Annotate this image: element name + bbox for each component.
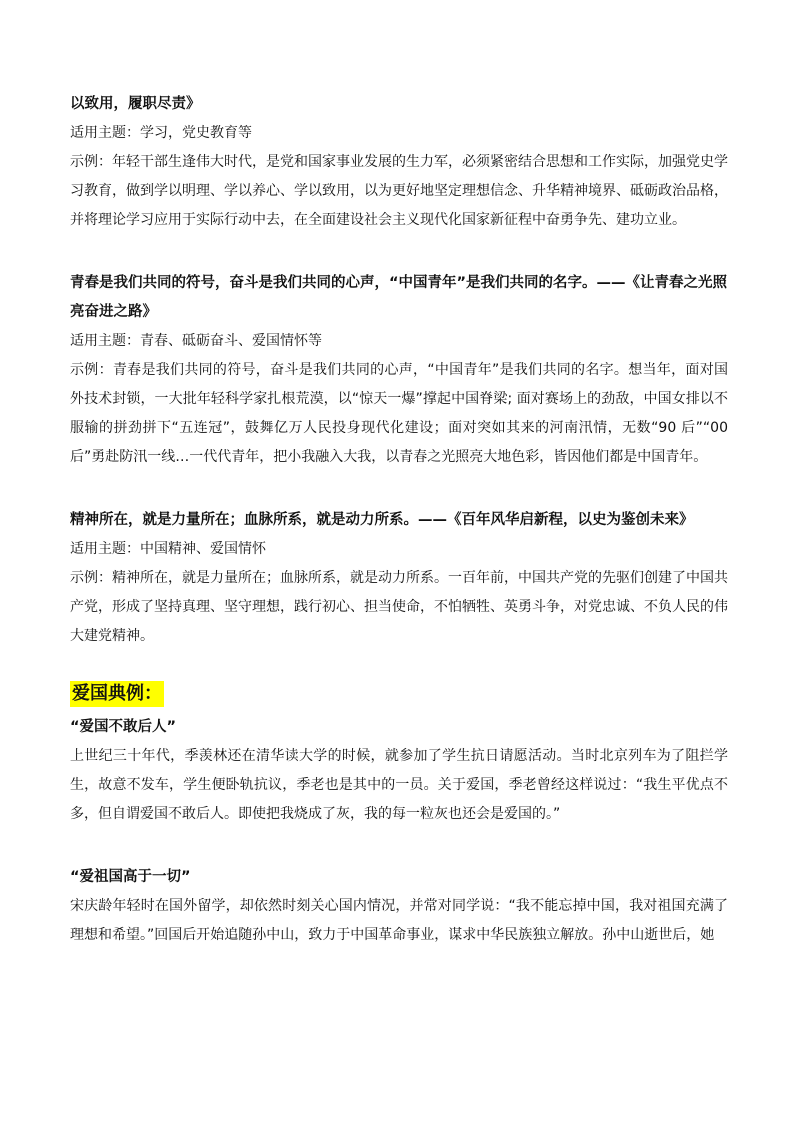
quote-block-youth — [70, 269, 728, 472]
quote-example: 示例：精神所在，就是力量所在；血脉所系，就是动力所系。一百年前，中国共产党的先驱们创建了中国共产党，形成了坚持真理、坚守理想，践行初心、担当使命，不怕牺牲、英勇斗争，对党忠诚、不负人民的伟大建党精神。 — [70, 570, 728, 644]
quote-title: 以致用，履职尽责》 — [70, 96, 201, 112]
quote-theme: 适用主题：中国精神、爱国情怀 — [70, 541, 266, 557]
case-title: “爱祖国高于一切” — [70, 869, 191, 885]
quote-block-spirit — [70, 506, 728, 651]
quote-example: 示例：年轻干部生逢伟大时代，是党和国家事业发展的生力军，必须紧密结合思想和工作实际，加强党史学习教育，做到学以明理、学以养心、学以致用，以为更好地坚定理想信念、升华精神境界、砥砺政治品格，并将理论学习应用于实际行动中去，在全面建设社会主义现代化国家新征程中奋勇争先、建功立业。 — [70, 154, 728, 228]
case-block-songqingling — [70, 863, 728, 950]
case-body: 上世纪三十年代，季羡林还在清华读大学的时候，就参加了学生抗日请愿活动。当时北京列车为了阻拦学生，故意不发车，学生便卧轨抗议，季老也是其中的一员。关于爱国，季老曾经这样说过：“我生平优点不多，但自谓爱国不敢后人。即使把我烧成了灰，我的每一粒灰也还会是爱国的。” — [70, 748, 728, 822]
spacer — [70, 829, 728, 863]
case-body: 宋庆龄年轻时在国外留学，却依然时刻关心国内情况，并常对同学说：“我不能忘掉中国，我对祖国充满了理想和希望。”回国后开始追随孙中山，致力于中国革命事业，谋求中华民族独立解放。孙中山逝世后，她 — [70, 898, 728, 943]
case-title: “爱国不敢后人” — [70, 719, 177, 735]
case-block-jixianlin — [70, 713, 728, 829]
section-heading-wrap — [70, 679, 728, 709]
spacer — [70, 235, 728, 269]
quote-title: 青春是我们共同的符号，奋斗是我们共同的心声，“中国青年”是我们共同的名字。——《让青春之光照亮奋进之路》 — [70, 275, 728, 320]
spacer — [70, 472, 728, 506]
section-heading-patriotism: 爱国典例： — [70, 681, 164, 707]
quote-example: 示例：青春是我们共同的符号，奋斗是我们共同的心声，“中国青年”是我们共同的名字。想当年，面对国外技术封锁，一大批年轻科学家扎根荒漠，以“惊天一爆”撑起中国脊梁; 面对赛场上的劲敌，中国女排以不服输的拼劲拼下“五连冠”，鼓舞亿万人民投身现代化建设；面对突如其来的河南汛情，无数“90 后”“00 后”勇赴防汛一线…一代代青年，把小我融入大我，以青春之光照亮大地色彩，皆因他们都是中国青年。 — [70, 362, 728, 465]
document-page — [70, 90, 728, 950]
quote-block-study — [70, 90, 728, 235]
quote-theme: 适用主题：学习，党史教育等 — [70, 125, 252, 141]
quote-theme: 适用主题：青春、砥砺奋斗、爱国情怀等 — [70, 333, 322, 349]
quote-title: 精神所在，就是力量所在；血脉所系，就是动力所系。——《百年风华启新程，以史为鉴创未来》 — [70, 512, 694, 528]
